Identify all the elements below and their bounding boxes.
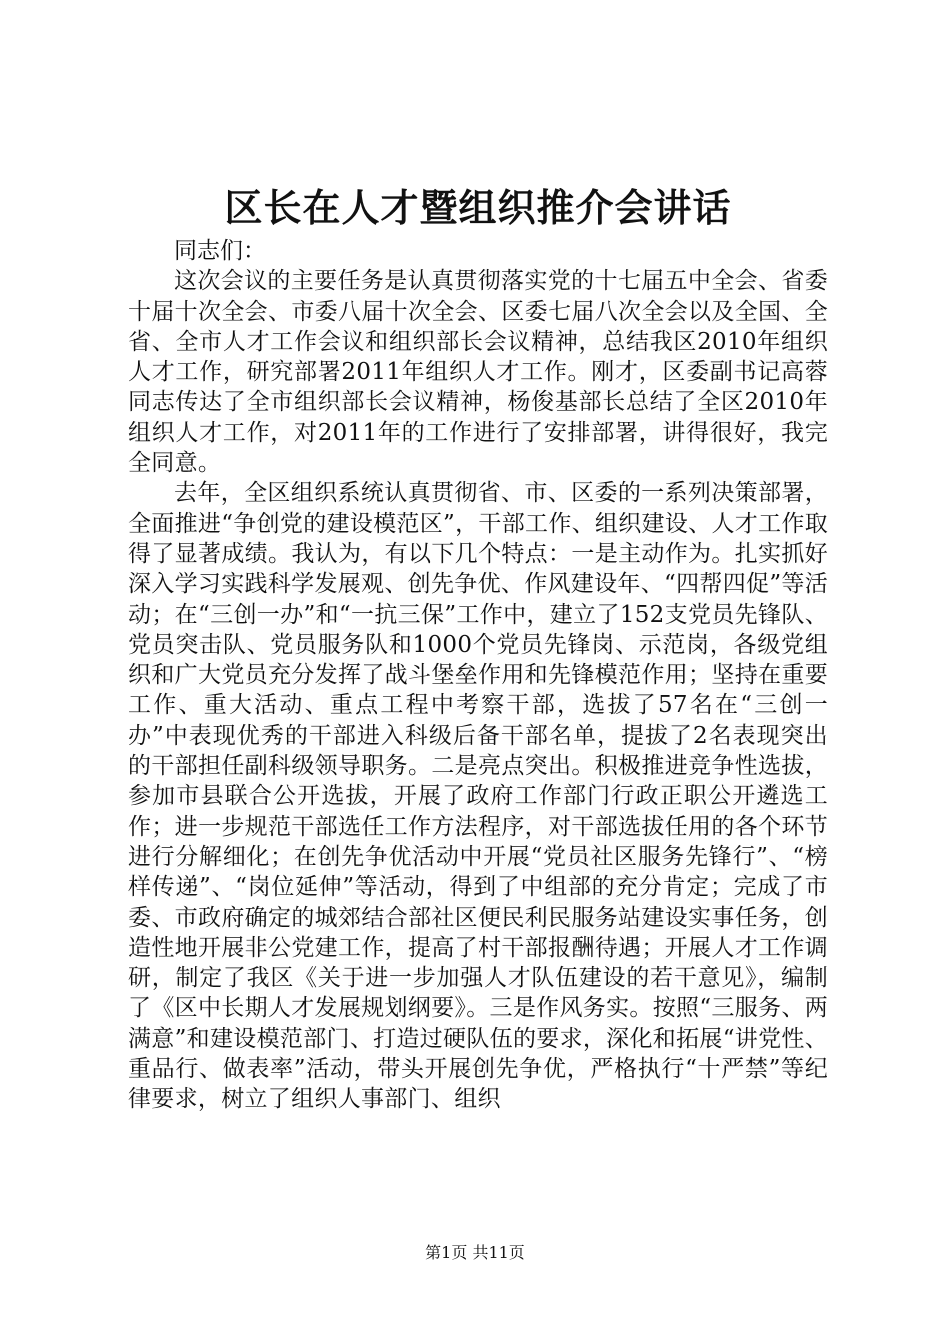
document-body [128,236,828,1115]
page-number-footer: 第1页 共11页 [425,1243,525,1262]
document-title: 区长在人才暨组织推介会讲话 [224,185,732,230]
page-content [128,0,828,1344]
paragraph-1: 这次会议的主要任务是认真贯彻落实党的十七届五中全会、省委十届十次全会、市委八届十次全会、区委七届八次全会以及全国、全省、全市人才工作会议和组织部长会议精神，总结我区2010年组织人才工作，研究部署2011年组织人才工作。刚才，区委副书记高蓉同志传达了全市组织部长会议精神，杨俊基部长总结了全区2010年组织人才工作，对2011年的工作进行了安排部署，讲得很好，我完全同意。 [128,268,828,477]
paragraph-2: 去年，全区组织系统认真贯彻省、市、区委的一系列决策部署，全面推进“争创党的建设模范区”，干部工作、组织建设、人才工作取得了显著成绩。我认为，有以下几个特点：一是主动作为。扎实抓好深入学习实践科学发展观、创先争优、作风建设年、“四帮四促”等活动；在“三创一办”和“一抗三保”工作中，建立了152支党员先锋队、党员突击队、党员服务队和1000个党员先锋岗、示范岗，各级党组织和广大党员充分发挥了战斗堡垒作用和先锋模范作用；坚持在重要工作、重大活动、重点工程中考察干部，选拔了57名在“三创一办”中表现优秀的干部进入科级后备干部名单，提拔了2名表现突出的干部担任副科级领导职务。二是亮点突出。积极推进竞争性选拔，参加市县联合公开选拔，开展了政府工作部门行政正职公开遴选工作；进一步规范干部选任工作方法程序，对干部选拔任用的各个环节进行分解细化；在创先争优活动中开展“党员社区服务先锋行”、“榜样传递”、“岗位延伸”等活动，得到了中组部的充分肯定；完成了市委、市政府确定的城郊结合部社区便民利民服务站建设实事任务，创造性地开展非公党建工作，提高了村干部报酬待遇；开展人才工作调研，制定了我区《关于进一步加强人才队伍建设的若干意见》，编制了《区中长期人才发展规划纲要》。三是作风务实。按照“三服务、两满意”和建设模范部门、打造过硬队伍的要求，深化和拓展“讲党性、重品行、做表率”活动，带头开展创先争优，严格执行“十严禁”等纪律要求，树立了组织人事部门、组织 [128,480,828,1113]
salutation: 同志们： [174,238,266,264]
